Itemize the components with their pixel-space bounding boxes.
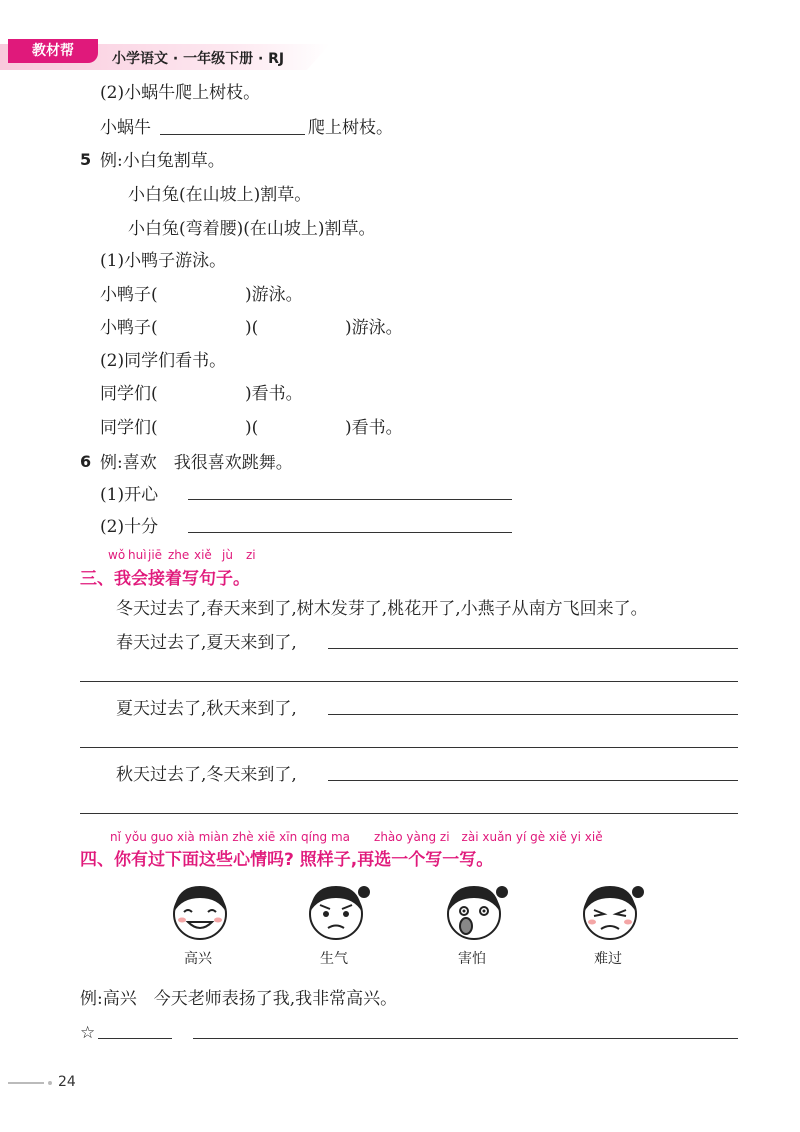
q5-example-line2: 小白兔(弯着腰)(在山坡上)割草。 xyxy=(128,219,376,239)
sec3-sentence2: 夏天过去了,秋天来到了, xyxy=(116,699,297,719)
q5-part2-prompt: (2)同学们看书。 xyxy=(100,351,227,371)
sec3-example: 冬天过去了,春天来到了,树木发芽了,桃花开了,小燕子从南方飞回来了。 xyxy=(116,599,648,619)
q5-part2-b-right: )看书。 xyxy=(345,418,403,438)
footer-dot xyxy=(48,1081,52,1085)
sec3-title: 三、我会接着写句子。 xyxy=(80,569,250,589)
q5-example-line1: 小白兔(在山坡上)割草。 xyxy=(128,185,312,205)
star-icon: ☆ xyxy=(80,1023,96,1043)
face-angry xyxy=(296,878,376,968)
q5-part1-b-input1[interactable] xyxy=(170,317,240,339)
q5-example: 例:小白兔割草。 xyxy=(100,151,225,171)
face-scared-label: 害怕 xyxy=(458,951,486,967)
q5-part1-a-right: )游泳。 xyxy=(245,285,303,305)
sec4-title: 四、你有过下面这些心情吗? 照样子,再选一个写一写。 xyxy=(80,850,494,870)
header-badge: 教材帮 xyxy=(8,39,98,63)
q6-item1-line[interactable] xyxy=(188,499,512,500)
sec3-s3-line-b[interactable] xyxy=(80,813,738,814)
q5-part2-a-right: )看书。 xyxy=(245,384,303,404)
sec4-pinyin: nǐ yǒu guo xià miàn zhè xiē xīn qíng ma zhào yàng zi zài xuǎn yí gè xiě yi xiě xyxy=(110,830,603,844)
sec3-s1-line-a[interactable] xyxy=(328,648,738,649)
q5-part1-prompt: (1)小鸭子游泳。 xyxy=(100,251,227,271)
q6-item1-label: (1)开心 xyxy=(100,485,159,505)
q4b-blank[interactable] xyxy=(160,134,305,135)
q5-part2-b-mid: )( xyxy=(245,418,259,438)
q4b-right: 爬上树枝。 xyxy=(308,118,393,138)
q6-number: 6 xyxy=(80,452,92,471)
face-scared xyxy=(434,878,514,968)
q4b-prompt: (2)小蜗牛爬上树枝。 xyxy=(100,83,261,103)
face-happy xyxy=(160,878,240,968)
q5-part1-a-input[interactable] xyxy=(170,284,240,306)
q5-part2-a-left: 同学们( xyxy=(100,384,158,404)
sec3-s2-line-a[interactable] xyxy=(328,714,738,715)
face-angry-label: 生气 xyxy=(320,951,348,967)
q5-part2-b-input1[interactable] xyxy=(170,417,240,439)
q5-part2-b-input2[interactable] xyxy=(275,417,340,439)
sec4-sentence-blank[interactable] xyxy=(193,1038,738,1039)
q6-item2-line[interactable] xyxy=(188,532,512,533)
q5-number: 5 xyxy=(80,150,92,169)
sec3-sentence1: 春天过去了,夏天来到了, xyxy=(116,633,297,653)
footer-rule xyxy=(8,1082,44,1084)
sec3-s1-line-b[interactable] xyxy=(80,681,738,682)
sec3-s2-line-b[interactable] xyxy=(80,747,738,748)
q5-part1-b-input2[interactable] xyxy=(275,317,340,339)
q5-part1-b-left: 小鸭子( xyxy=(100,318,158,338)
sec3-sentence3: 秋天过去了,冬天来到了, xyxy=(116,765,297,785)
q6-example: 例:喜欢 我很喜欢跳舞。 xyxy=(100,453,293,473)
sec4-mood-blank[interactable] xyxy=(98,1038,172,1039)
q5-part1-a-left: 小鸭子( xyxy=(100,285,158,305)
q4b-left: 小蜗牛 xyxy=(100,118,151,138)
face-sad-label: 难过 xyxy=(594,951,622,967)
q5-part2-a-input[interactable] xyxy=(170,383,240,405)
scared-face-icon xyxy=(434,878,514,944)
q5-part1-b-right: )游泳。 xyxy=(345,318,403,338)
page-number: 24 xyxy=(58,1074,76,1090)
face-happy-label: 高兴 xyxy=(184,951,212,967)
sad-face-icon xyxy=(570,878,650,944)
sec4-example: 例:高兴 今天老师表扬了我,我非常高兴。 xyxy=(80,989,398,1009)
face-sad xyxy=(570,878,650,968)
sec3-s3-line-a[interactable] xyxy=(328,780,738,781)
happy-face-icon xyxy=(160,878,240,944)
q5-part1-b-mid: )( xyxy=(245,318,259,338)
q5-part2-b-left: 同学们( xyxy=(100,418,158,438)
q6-item2-label: (2)十分 xyxy=(100,517,159,537)
sec3-pinyin: wǒ huì jiē zhe xiě jù zi xyxy=(108,548,256,562)
header-subtitle: 小学语文 · 一年级下册 · RJ xyxy=(112,51,285,67)
angry-face-icon xyxy=(296,878,376,944)
